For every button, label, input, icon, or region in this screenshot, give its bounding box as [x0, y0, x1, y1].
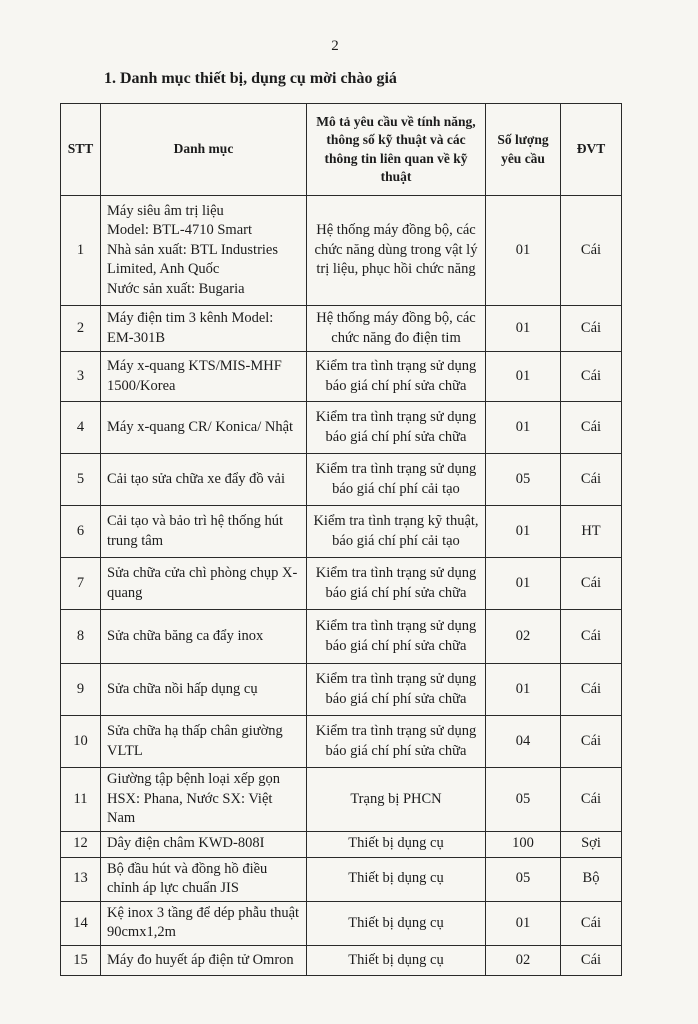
row-name: Máy điện tim 3 kênh Model: EM-301B	[101, 306, 307, 352]
row-name: Máy đo huyết áp điện tử Omron	[101, 945, 307, 975]
row-unit: Cái	[561, 716, 622, 768]
row-stt: 5	[61, 454, 101, 506]
table-row	[61, 196, 622, 306]
row-quantity: 100	[486, 831, 561, 857]
row-description: Kiểm tra tình trạng sử dụng báo giá chí phí sửa chữa	[307, 610, 486, 664]
row-stt: 1	[61, 196, 101, 306]
row-quantity: 01	[486, 306, 561, 352]
table-row	[61, 454, 622, 506]
row-quantity: 05	[486, 454, 561, 506]
row-stt: 11	[61, 768, 101, 832]
row-unit: Bộ	[561, 857, 622, 901]
row-quantity: 02	[486, 945, 561, 975]
row-name: Máy x-quang CR/ Konica/ Nhật	[101, 402, 307, 454]
row-name: Kệ inox 3 tầng để dép phẫu thuật 90cmx1,2m	[101, 901, 307, 945]
header-desc: Mô tả yêu cầu về tính năng, thông số kỹ thuật và các thông tin liên quan về kỹ thuật	[307, 104, 486, 196]
row-description: Thiết bị dụng cụ	[307, 857, 486, 901]
row-name: Cải tạo sửa chữa xe đẩy đồ vải	[101, 454, 307, 506]
row-description: Trạng bị PHCN	[307, 768, 486, 832]
row-unit: Sợi	[561, 831, 622, 857]
page-number: 2	[331, 38, 339, 54]
row-description: Thiết bị dụng cụ	[307, 945, 486, 975]
row-unit: Cái	[561, 306, 622, 352]
row-stt: 10	[61, 716, 101, 768]
table-row	[61, 506, 622, 558]
row-unit: Cái	[561, 901, 622, 945]
row-name: Sửa chữa cửa chì phòng chụp X-quang	[101, 558, 307, 610]
table-row	[61, 610, 622, 664]
header-name: Danh mục	[101, 104, 307, 196]
row-description: Kiểm tra tình trạng sử dụng báo giá chí phí sửa chữa	[307, 558, 486, 610]
row-stt: 6	[61, 506, 101, 558]
row-name: Cải tạo và bảo trì hệ thống hút trung tâm	[101, 506, 307, 558]
table-row	[61, 402, 622, 454]
row-name: Giường tập bệnh loại xếp gọn HSX: Phana, Nước SX: Việt Nam	[101, 768, 307, 832]
row-quantity: 01	[486, 558, 561, 610]
row-stt: 15	[61, 945, 101, 975]
row-quantity: 01	[486, 664, 561, 716]
row-stt: 13	[61, 857, 101, 901]
row-unit: Cái	[561, 352, 622, 402]
table-row	[61, 768, 622, 832]
row-stt: 3	[61, 352, 101, 402]
row-quantity: 02	[486, 610, 561, 664]
header-qty: Số lượng yêu cầu	[486, 104, 561, 196]
table-row	[61, 352, 622, 402]
row-description: Kiểm tra tình trạng sử dụng báo giá chí phí sửa chữa	[307, 716, 486, 768]
table-header-row	[61, 104, 622, 196]
table-row	[61, 901, 622, 945]
row-description: Thiết bị dụng cụ	[307, 831, 486, 857]
row-stt: 7	[61, 558, 101, 610]
row-quantity: 01	[486, 402, 561, 454]
row-unit: Cái	[561, 558, 622, 610]
row-stt: 14	[61, 901, 101, 945]
row-unit: Cái	[561, 402, 622, 454]
row-stt: 8	[61, 610, 101, 664]
row-quantity: 01	[486, 901, 561, 945]
row-name: Sửa chữa nồi hấp dụng cụ	[101, 664, 307, 716]
row-stt: 2	[61, 306, 101, 352]
row-stt: 9	[61, 664, 101, 716]
row-description: Hệ thống máy đồng bộ, các chức năng dùng trong vật lý trị liệu, phục hồi chức năng	[307, 196, 486, 306]
table-row	[61, 306, 622, 352]
row-unit: HT	[561, 506, 622, 558]
table-row	[61, 716, 622, 768]
table-row	[61, 664, 622, 716]
row-name: Bộ đầu hút và đồng hồ điều chỉnh áp lực chuẩn JIS	[101, 857, 307, 901]
row-unit: Cái	[561, 610, 622, 664]
row-description: Kiểm tra tình trạng sử dụng báo giá chí phí sửa chữa	[307, 402, 486, 454]
equipment-table	[60, 103, 622, 976]
row-name: Sửa chữa băng ca đẩy inox	[101, 610, 307, 664]
header-unit: ĐVT	[561, 104, 622, 196]
row-unit: Cái	[561, 196, 622, 306]
row-name: Máy siêu âm trị liệu Model: BTL-4710 Smart Nhà sản xuất: BTL Industries Limited, Anh Quốc Nước sản xuất: Bugaria	[101, 196, 307, 306]
row-description: Thiết bị dụng cụ	[307, 901, 486, 945]
row-unit: Cái	[561, 454, 622, 506]
row-description: Kiểm tra tình trạng sử dụng báo giá chí phí sửa chữa	[307, 664, 486, 716]
row-quantity: 04	[486, 716, 561, 768]
row-name: Máy x-quang KTS/MIS-MHF 1500/Korea	[101, 352, 307, 402]
row-description: Kiểm tra tình trạng sử dụng báo giá chí phí sửa chữa	[307, 352, 486, 402]
row-quantity: 01	[486, 196, 561, 306]
table-row	[61, 558, 622, 610]
row-description: Kiểm tra tình trạng sử dụng báo giá chí phí cải tạo	[307, 454, 486, 506]
row-stt: 12	[61, 831, 101, 857]
row-description: Hệ thống máy đồng bộ, các chức năng đo điện tim	[307, 306, 486, 352]
row-unit: Cái	[561, 664, 622, 716]
table-row	[61, 857, 622, 901]
row-name: Dây điện châm KWD-808I	[101, 831, 307, 857]
row-unit: Cái	[561, 945, 622, 975]
row-description: Kiểm tra tình trạng kỹ thuật, báo giá chí phí cải tạo	[307, 506, 486, 558]
row-quantity: 05	[486, 857, 561, 901]
row-quantity: 01	[486, 352, 561, 402]
header-stt: STT	[61, 104, 101, 196]
row-unit: Cái	[561, 768, 622, 832]
row-name: Sửa chữa hạ thấp chân giường VLTL	[101, 716, 307, 768]
table-body	[61, 196, 622, 976]
row-quantity: 05	[486, 768, 561, 832]
table-row	[61, 831, 622, 857]
row-stt: 4	[61, 402, 101, 454]
table-row	[61, 945, 622, 975]
section-title: 1. Danh mục thiết bị, dụng cụ mời chào giá	[104, 70, 397, 87]
row-quantity: 01	[486, 506, 561, 558]
